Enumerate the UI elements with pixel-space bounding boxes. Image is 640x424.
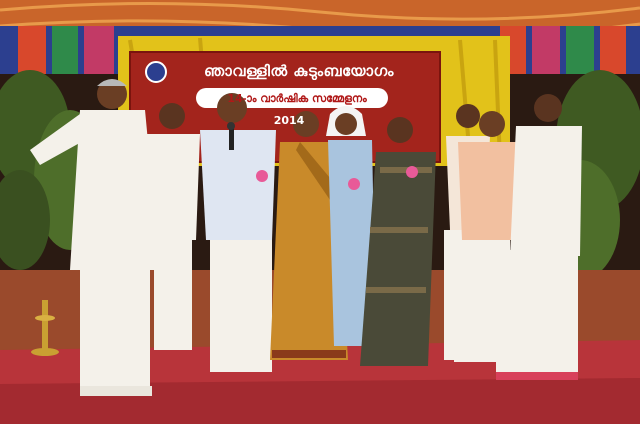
rosette-badge-2 — [348, 178, 360, 190]
banner-date: 2014 — [273, 114, 305, 127]
banner-subtitle: 14-ാം വാർഷിക സമ്മേളനം — [227, 92, 367, 105]
banner-title: ഞാവള്ളിൽ കുടുംബയോഗം — [204, 62, 394, 80]
banner-logo — [146, 62, 166, 82]
person-speaker — [200, 93, 276, 372]
rosette-badge-3 — [406, 166, 418, 178]
rosette-badge — [256, 170, 268, 182]
